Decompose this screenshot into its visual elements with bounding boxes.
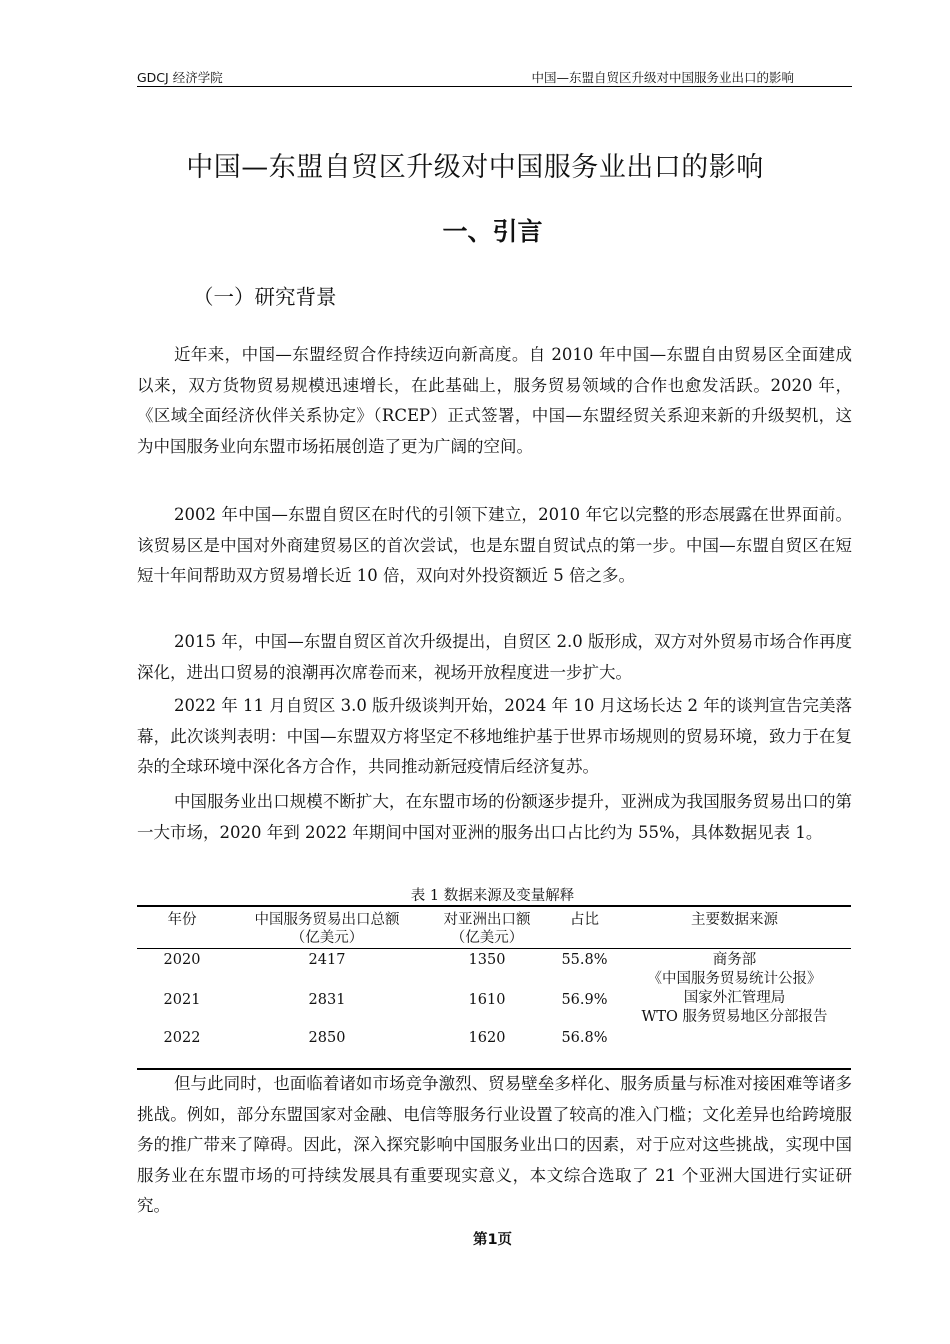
table-source-line: 国家外汇管理局 xyxy=(683,990,786,1006)
table-cell-share: 56.9% xyxy=(561,992,608,1008)
subsection-heading: （一）研究背景 xyxy=(193,285,337,309)
paragraph: 2022 年 11 月自贸区 3.0 版升级谈判开始，2024 年 10 月这场长达 2 年的谈判宣告完美落幕，此次谈判表明：中国—东盟双方将坚定不移地维护基于世界市场规则的贸易环境，致力于在复杂的全球环境中深化各方合作，共同推动新冠疫情后经济复苏。 xyxy=(137,696,852,776)
table-header-rule xyxy=(137,948,851,949)
header-left: GDCJ 经济学院 xyxy=(137,70,223,85)
paragraph: 2002 年中国—东盟自贸区在时代的引领下建立，2010 年它以完整的形态展露在世界面前。该贸易区是中国对外商建贸易区的首次尝试，也是东盟自贸试点的第一步。中国—东盟自贸区在短短十年间帮助双方贸易增长近 10 倍，双向对外投资额近 5 倍之多。 xyxy=(137,505,852,585)
table-source-line: 商务部 xyxy=(712,952,757,968)
table-cell-total: 2417 xyxy=(308,952,346,968)
paragraph: 但与此同时，也面临着诸如市场竞争激烈、贸易壁垒多样化、服务质量与标准对接困难等诸多挑战。例如，部分东盟国家对金融、电信等服务行业设置了较高的准入门槛；文化差异也给跨境服务的推广带来了障碍。因此，深入探究影响中国服务业出口的因素，对于应对这些挑战，实现中国服务业在东盟市场的可持续发展具有重要现实意义，本文综合选取了 21 个亚洲大国进行实证研究。 xyxy=(137,1074,852,1215)
table-cell-share: 56.8% xyxy=(561,1030,608,1046)
table-source-line: 《中国服务贸易统计公报》 xyxy=(647,971,822,987)
table-cell-total: 2831 xyxy=(308,992,346,1008)
table-cell-year: 2021 xyxy=(163,992,201,1008)
table-cell-asia: 1610 xyxy=(468,992,506,1008)
paragraph: 2015 年，中国—东盟自贸区首次升级提出，自贸区 2.0 版形成，双方对外贸易市场合作再度深化，进出口贸易的浪潮再次席卷而来，视场开放程度进一步扩大。 xyxy=(137,632,852,682)
table-cell-year: 2020 xyxy=(163,952,201,968)
paragraph: 中国服务业出口规模不断扩大，在东盟市场的份额逐步提升，亚洲成为我国服务贸易出口的第一大市场，2020 年到 2022 年期间中国对亚洲的服务出口占比约为 55%，具体数据见表 1。 xyxy=(137,792,852,842)
data-table xyxy=(137,905,851,1070)
header-right: 中国—东盟自贸区升级对中国服务业出口的影响 xyxy=(531,70,794,85)
page-number: 第1页 xyxy=(472,1232,513,1248)
document-title: 中国—东盟自贸区升级对中国服务业出口的影响 xyxy=(186,152,764,183)
table-cell-asia: 1350 xyxy=(468,952,506,968)
table-cell-asia: 1620 xyxy=(468,1030,506,1046)
table-header-year: 年份 xyxy=(167,912,197,928)
table-header-asia: 对亚洲出口额 xyxy=(443,912,531,928)
paragraph: 近年来，中国—东盟经贸合作持续迈向新高度。自 2010 年中国—东盟自由贸易区全面建成以来，双方货物贸易规模迅速增长，在此基础上，服务贸易领域的合作也愈发活跃。2020 年，《区域全面经济伙伴关系协定》（RCEP）正式签署，中国—东盟经贸关系迎来新的升级契机，这为中国服务业向东盟市场拓展创造了更为广阔的空间。 xyxy=(137,345,852,456)
table-header-source: 主要数据来源 xyxy=(691,912,778,928)
table-cell-total: 2850 xyxy=(308,1030,346,1046)
table-caption: 表 1 数据来源及变量解释 xyxy=(410,888,575,904)
page-header xyxy=(137,66,852,87)
table-source-line: WTO 服务贸易地区分部报告 xyxy=(641,1009,828,1025)
table-header-total: 中国服务贸易出口总额 xyxy=(254,912,400,928)
table-header-share: 占比 xyxy=(570,912,599,928)
section-heading: 一、引言 xyxy=(442,217,543,246)
table-header-asia-unit: （亿美元） xyxy=(450,930,524,946)
table-cell-share: 55.8% xyxy=(561,952,608,968)
table-cell-year: 2022 xyxy=(163,1030,201,1046)
table-header-total-unit: （亿美元） xyxy=(290,930,364,946)
